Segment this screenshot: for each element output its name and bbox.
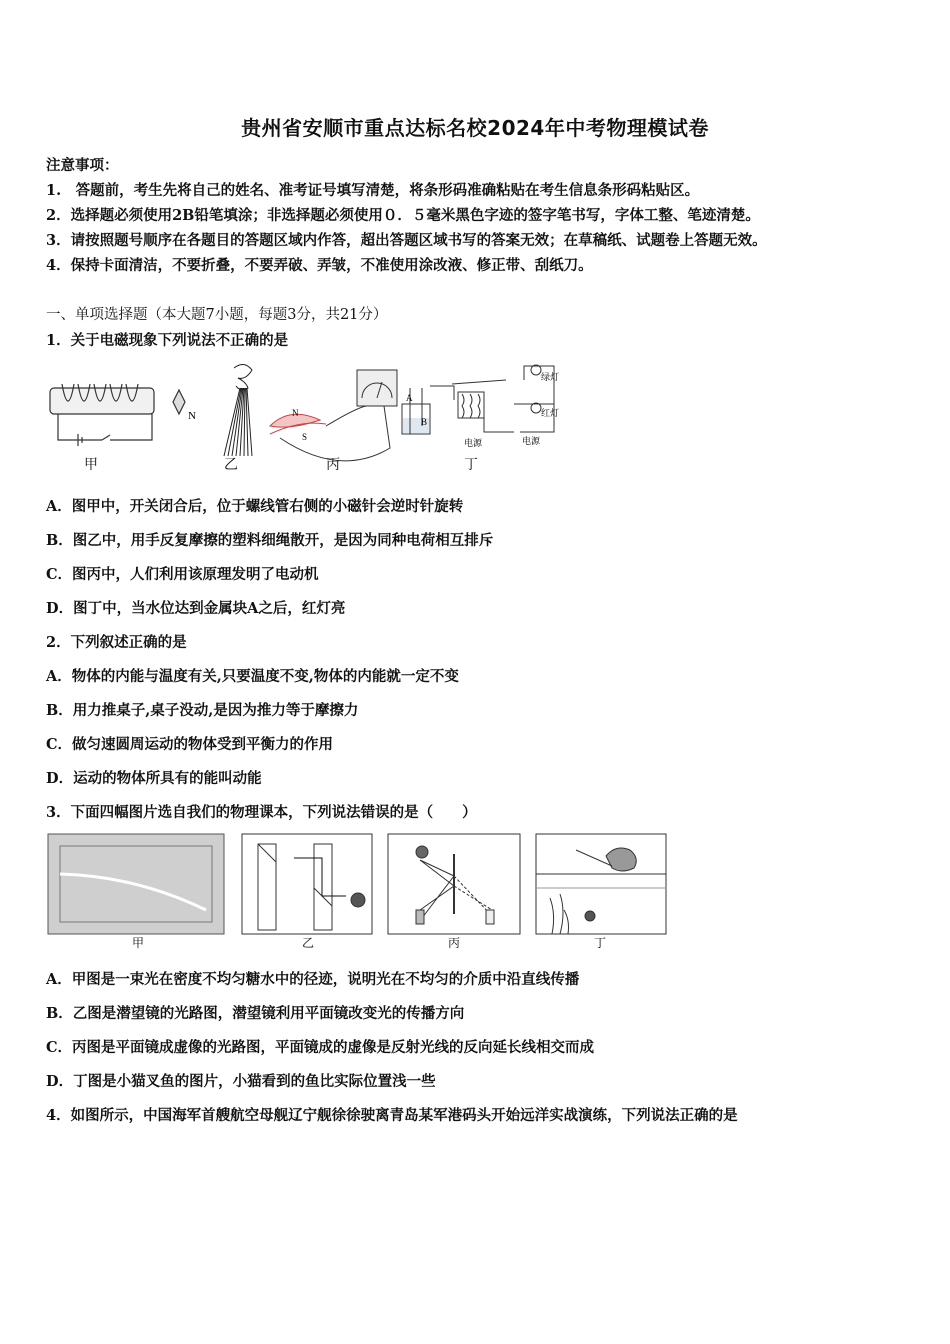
question-2-option-d: D．运动的物体所具有的能叫动能	[46, 770, 262, 787]
question-3-option-d: D．丁图是小猫叉鱼的图片，小猫看到的鱼比实际位置浅一些	[46, 1073, 436, 1090]
question-1-option-d: D．图丁中，当水位达到金属块A之后，红灯亮	[46, 600, 346, 617]
question-4-stem: 4．如图所示，中国海军首艘航空母舰辽宁舰徐徐驶离青岛某军港码头开始远洋实战演练，下列说法正确的是	[46, 1107, 738, 1124]
solenoid-figure	[50, 384, 185, 446]
figure-label-bing: 丙	[326, 457, 340, 473]
notice-item: 3．请按照题号顺序在各题目的答题区域内作答，超出答题区域书写的答案无效；在草稿纸、试题卷上答题无效。	[46, 232, 767, 249]
page-title: 贵州省安顺市重点达标名校2024年中考物理模试卷	[241, 116, 709, 140]
figure-label-bing: 丙	[448, 936, 461, 950]
magnet-s-label: S	[302, 432, 308, 442]
question-1-figure	[44, 356, 564, 474]
green-lamp-label: 绿灯	[541, 373, 560, 383]
cat-fishing-figure	[536, 834, 666, 934]
question-1-stem: 1．关于电磁现象下列说法不正确的是	[46, 332, 289, 349]
question-2-option-a: A．物体的内能与温度有关,只要温度不变,物体的内能就一定不变	[46, 668, 459, 685]
sugar-water-light-figure	[48, 834, 224, 934]
needle-n-label: N	[188, 410, 196, 422]
question-2-option-b: B．用力推桌子,桌子没动,是因为推力等于摩擦力	[46, 702, 359, 719]
periscope-figure	[242, 834, 372, 934]
question-3-option-c: C．丙图是平面镜成虚像的光路图，平面镜成的虚像是反射光线的反向延长线相交而成	[46, 1039, 595, 1056]
electromagnetism-diagrams	[44, 356, 564, 474]
question-3-figure	[46, 830, 670, 954]
question-2-option-c: C．做匀速圆周运动的物体受到平衡力的作用	[46, 736, 334, 753]
galvanometer-figure	[270, 370, 397, 461]
power-source-label: 电源	[464, 439, 483, 449]
plane-mirror-figure	[388, 834, 520, 934]
question-1-option-c: C．图丙中，人们利用该原理发明了电动机	[46, 566, 319, 583]
question-3-stem: 3．下面四幅图片选自我们的物理课本，下列说法错误的是（ ）	[46, 804, 477, 821]
section-heading: 一、单项选择题（本大题7小题，每题3分，共21分）	[46, 307, 388, 323]
figure-label-jia: 甲	[132, 936, 145, 950]
red-lamp-label: 红灯	[541, 409, 560, 419]
figure-label-yi: 乙	[224, 457, 238, 473]
power-source-label: 电源	[522, 437, 541, 447]
metal-b-label: B	[421, 417, 428, 427]
metal-a-label: A	[406, 393, 413, 403]
figure-label-ding: 丁	[464, 457, 478, 473]
hand-strings-figure	[224, 364, 252, 456]
figure-label-yi: 乙	[302, 936, 315, 950]
question-3-option-a: A．甲图是一束光在密度不均匀糖水中的径迹，说明光在不均匀的介质中沿直线传播	[46, 971, 580, 988]
question-1-option-b: B．图乙中，用手反复摩擦的塑料细绳散开，是因为同种电荷相互排斥	[46, 532, 494, 549]
question-2-stem: 2．下列叙述正确的是	[46, 634, 187, 651]
figure-label-jia: 甲	[84, 457, 98, 473]
question-3-option-b: B．乙图是潜望镜的光路图，潜望镜利用平面镜改变光的传播方向	[46, 1005, 465, 1022]
notice-item: 2．选择题必须使用2B铅笔填涂；非选择题必须使用０．５毫米黑色字迹的签字笔书写，字体工整、笔迹清楚。	[46, 207, 760, 224]
notice-item: 1. 答题前，考生先将自己的姓名、准考证号填写清楚，将条形码准确粘贴在考生信息条形码粘贴区。	[46, 182, 700, 199]
notice-item: 4．保持卡面清洁，不要折叠，不要弄破、弄皱，不准使用涂改液、修正带、刮纸刀。	[46, 257, 593, 274]
question-1-option-a: A．图甲中，开关闭合后，位于螺线管右侧的小磁针会逆时针旋转	[46, 498, 464, 515]
magnet-n-label: N	[292, 408, 299, 418]
notice-heading: 注意事项：	[46, 157, 119, 174]
figure-label-ding: 丁	[594, 936, 607, 950]
